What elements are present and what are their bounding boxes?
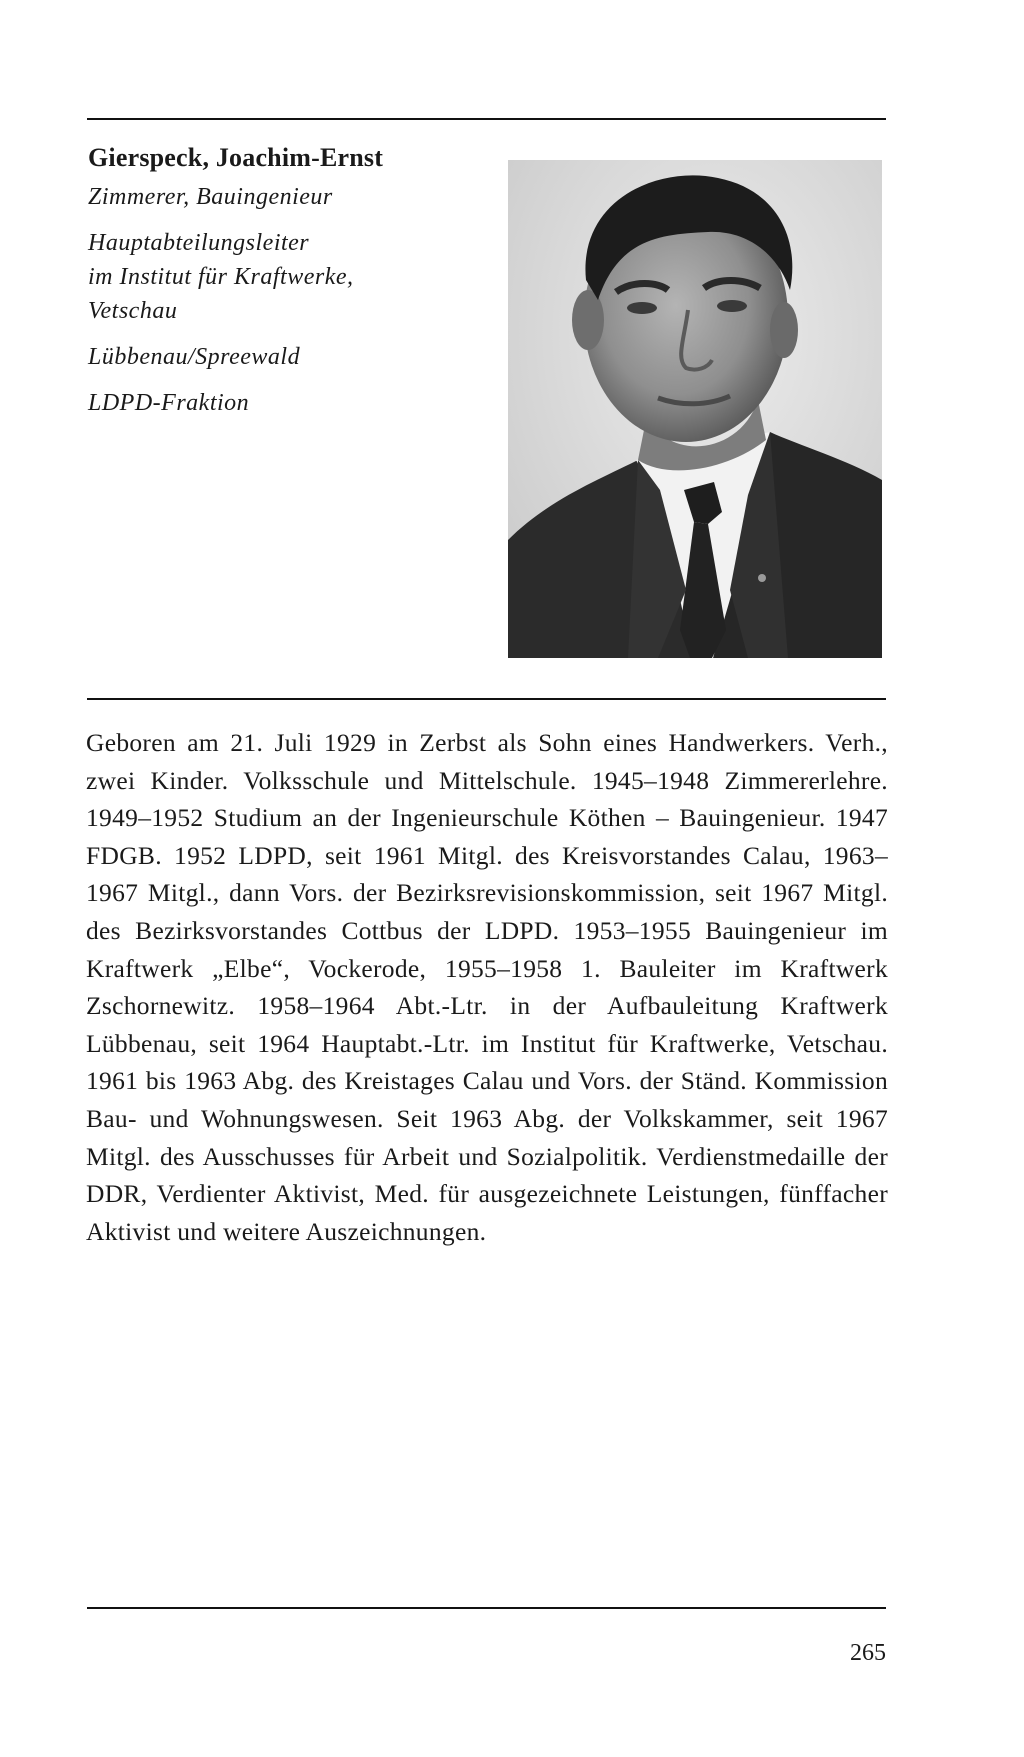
bottom-divider <box>87 1607 886 1609</box>
person-name: Gierspeck, Joachim-Ernst <box>88 143 384 172</box>
biography-text: Geboren am 21. Juli 1929 in Zerbst als Sohn eines Handwerkers. Verh., zwei Kinder. Volksschule und Mittelschule. 1945–1948 Zimmererlehre. 1949–1952 Studium an der Ingenieurschule Köthen – Bauingenieur. 1947 FDGB. 1952 LDPD, seit 1961 Mitgl. des Kreisvorstandes Calau, 1963–1967 Mitgl., dann Vors. der Bezirksrevisionskommission, seit 1967 Mitgl. des Bezirksvorstandes Cottbus der LDPD. 1953–1955 Bauingenieur im Kraftwerk „Elbe“, Vockerode, 1955–1958 1. Bauleiter im Kraftwerk Zschornewitz. 1958–1964 Abt.-Ltr. in der Aufbauleitung Kraftwerk Lübbenau, seit 1964 Hauptabt.-Ltr. im Institut für Kraftwerke, Vetschau. 1961 bis 1963 Abg. des Kreistages Calau und Vors. der Ständ. Kommission Bau- und Wohnungswesen. Seit 1963 Abg. der Volkskammer, seit 1967 Mitgl. des Ausschusses für Arbeit und Sozialpolitik. Verdienstmedaille der DDR, Verdienter Aktivist, Med. für ausgezeichnete Leistungen, fünffacher Aktivist und weitere Auszeichnungen. <box>86 728 888 1246</box>
position-line-1: Hauptabteilungsleiter <box>88 230 310 256</box>
residence: Lübbenau/Spreewald <box>88 344 301 370</box>
portrait-photo-icon <box>508 160 882 658</box>
entry-header <box>88 140 508 420</box>
position-line-2: im Institut für Kraftwerke, <box>88 264 354 290</box>
top-divider <box>87 118 886 120</box>
faction: LDPD-Fraktion <box>88 390 250 416</box>
middle-divider <box>87 698 886 700</box>
position-line-3: Vetschau <box>88 298 178 324</box>
portrait-photo <box>508 160 882 658</box>
profession: Zimmerer, Bauingenieur <box>88 184 333 210</box>
page-number: 265 <box>850 1640 886 1666</box>
